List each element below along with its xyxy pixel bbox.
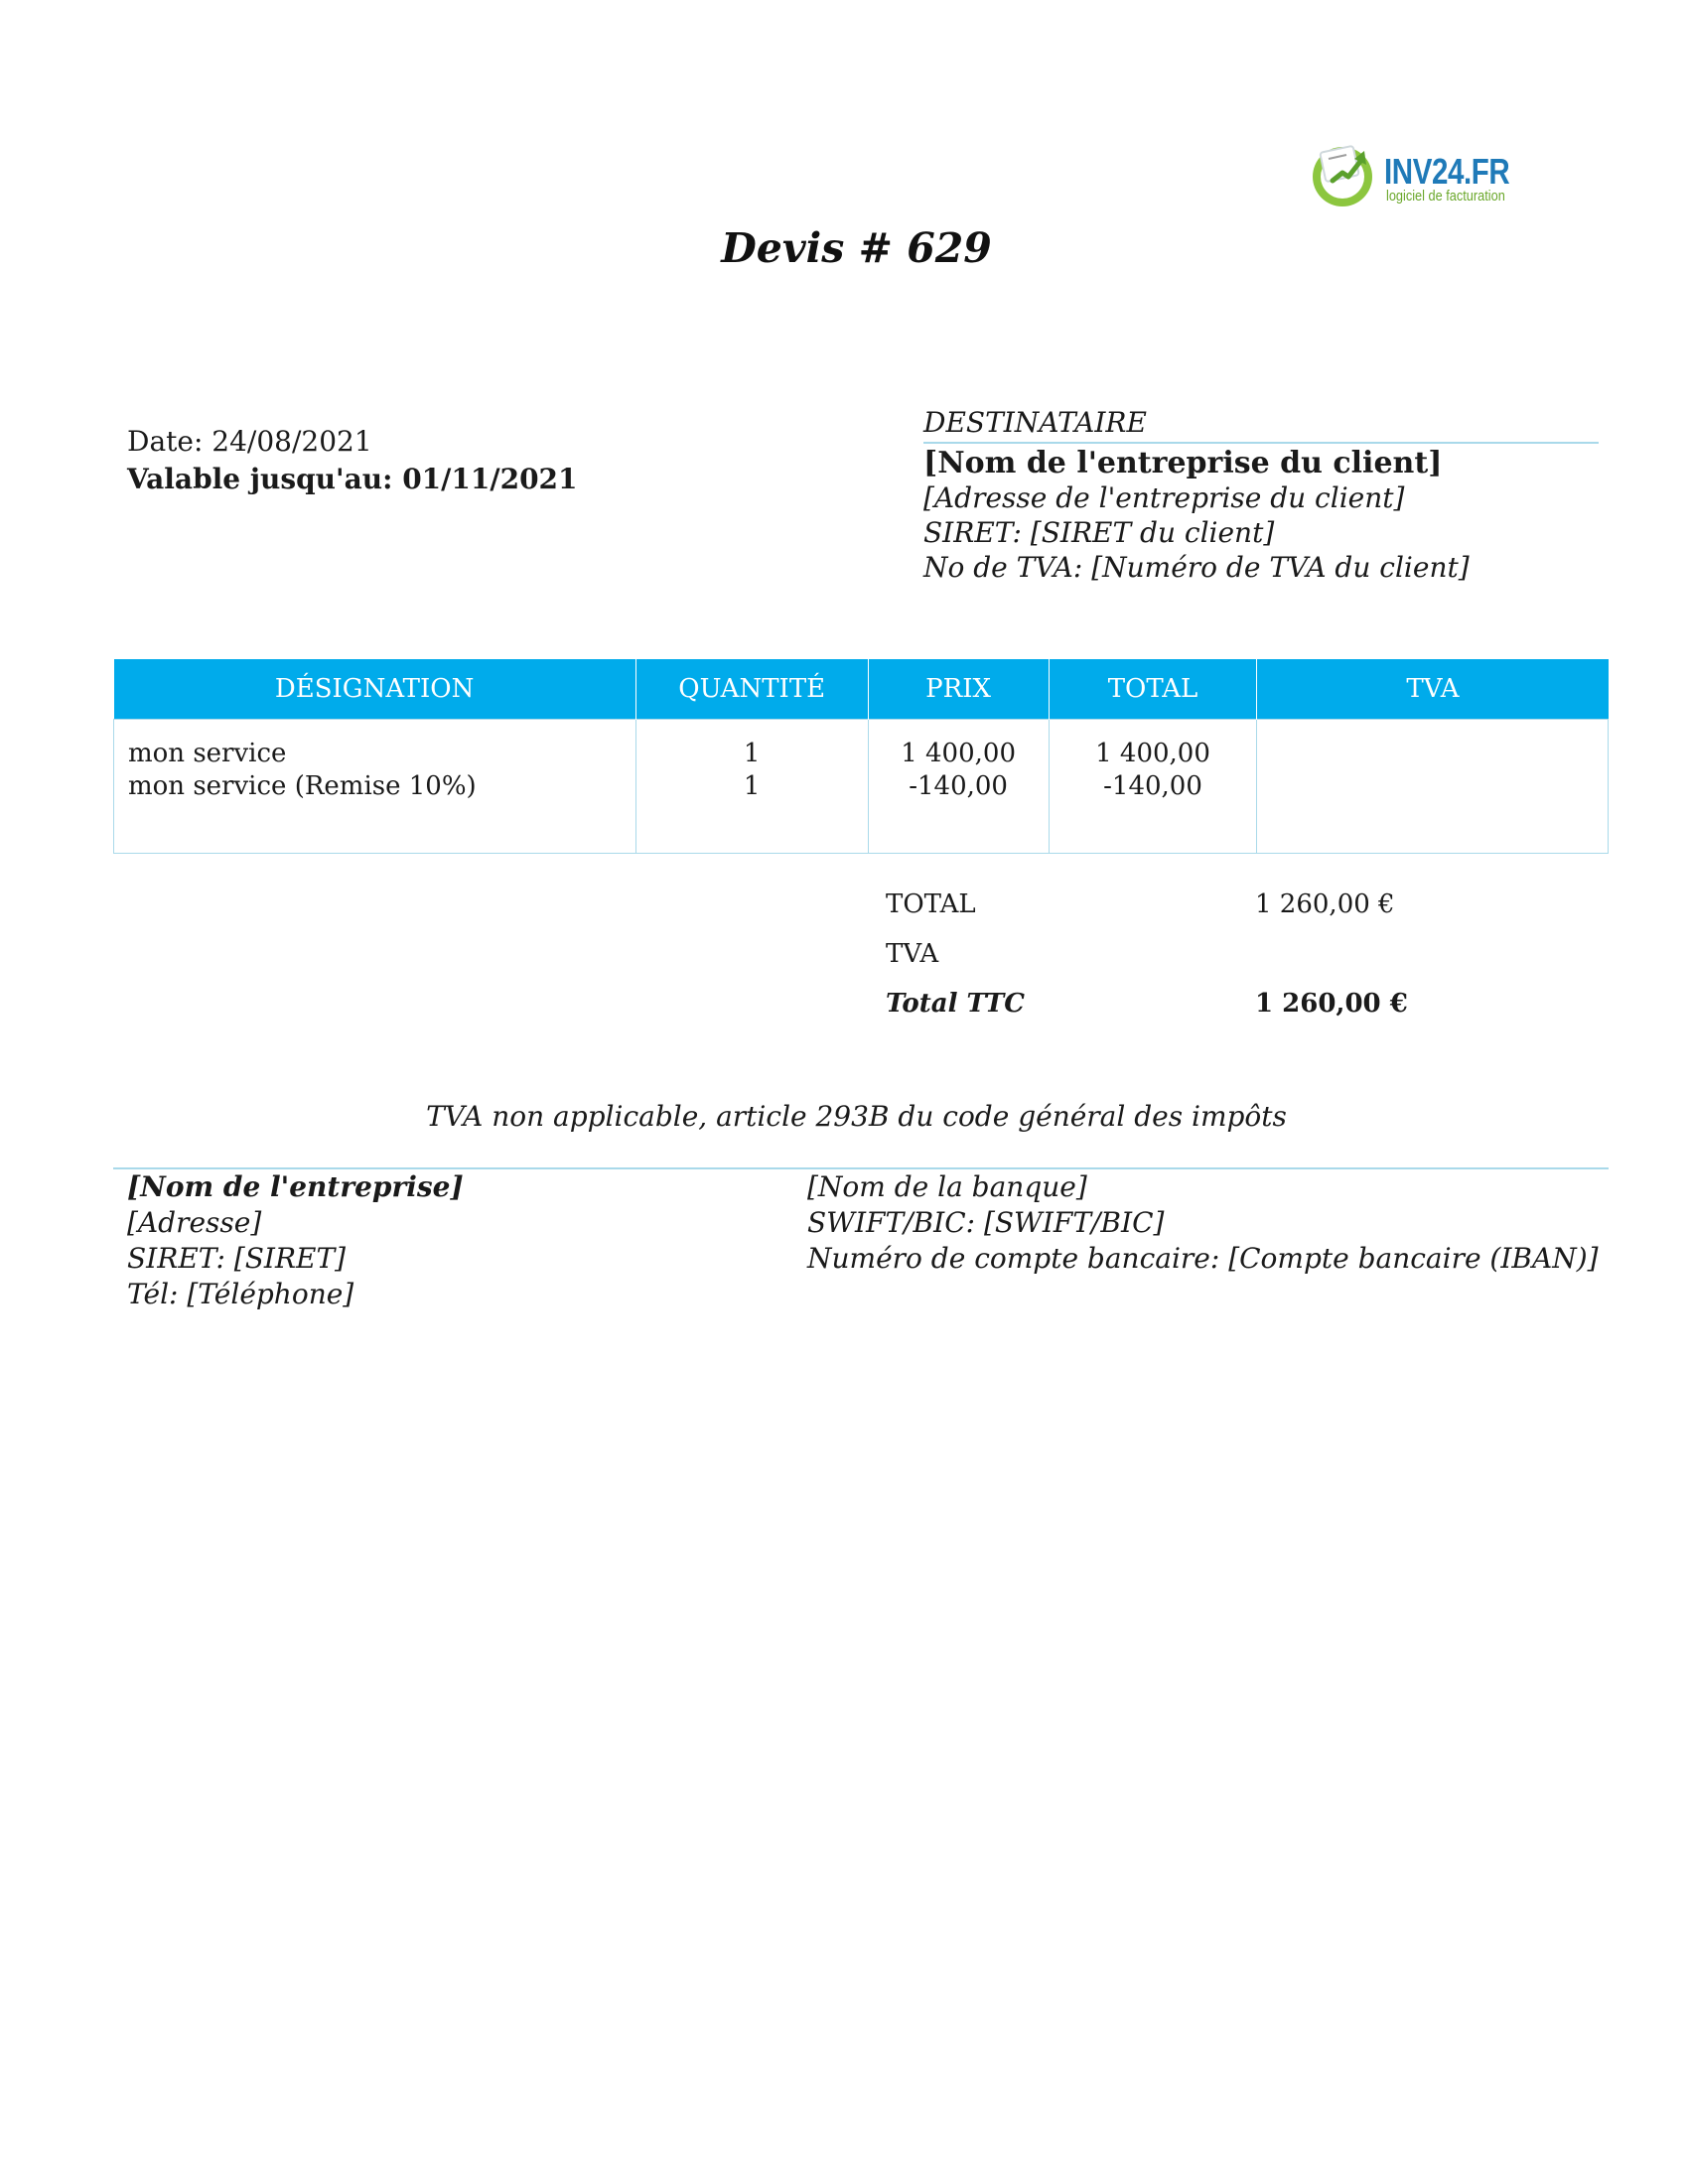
footer-phone: Tél: [Téléphone] xyxy=(127,1278,354,1310)
items-table xyxy=(113,659,1609,854)
logo-brand: INV24.FR xyxy=(1384,151,1510,192)
footer-address: [Adresse] xyxy=(127,1206,262,1239)
total-value: 1 260,00 € xyxy=(1255,889,1395,919)
header-total: TOTAL xyxy=(1049,659,1257,720)
footer-bank: [Nom de la banque] xyxy=(807,1170,1087,1203)
price-cell xyxy=(868,720,1049,854)
recipient-company: [Nom de l'entreprise du client] xyxy=(923,446,1443,480)
quantity-cell xyxy=(635,720,868,854)
vat-note: TVA non applicable, article 293B du code général des impôts xyxy=(426,1100,1287,1133)
row-total: 1 400,00 xyxy=(1095,739,1210,768)
header-tva: TVA xyxy=(1257,659,1609,720)
recipient-heading: DESTINATAIRE xyxy=(923,405,1599,444)
ttc-value: 1 260,00 € xyxy=(1255,989,1408,1019)
row-designation: mon service (Remise 10%) xyxy=(128,771,477,801)
logo-tagline: logiciel de facturation xyxy=(1386,188,1505,205)
recipient-address: [Adresse de l'entreprise du client] xyxy=(923,481,1405,514)
ttc-label: Total TTC xyxy=(886,989,1025,1019)
quote-valid-until: Valable jusqu'au: 01/11/2021 xyxy=(127,463,578,495)
header-price: PRIX xyxy=(868,659,1049,720)
row-price: 1 400,00 xyxy=(901,739,1016,768)
logo xyxy=(1307,137,1510,212)
tva-label: TVA xyxy=(886,939,939,969)
row-designation: mon service xyxy=(128,739,287,768)
ttc-row xyxy=(886,989,1408,1038)
designation-cell xyxy=(114,720,636,854)
footer-account: Numéro de compte bancaire: [Compte bancaire (IBAN)] xyxy=(807,1242,1599,1275)
footer-bank-block xyxy=(807,1169,1599,1277)
row-total: -140,00 xyxy=(1103,771,1202,801)
header-designation: DÉSIGNATION xyxy=(114,659,636,720)
row-quantity: 1 xyxy=(743,739,761,768)
total-label: TOTAL xyxy=(886,889,976,919)
page-title: Devis # 629 xyxy=(721,224,992,272)
footer-siret: SIRET: [SIRET] xyxy=(127,1242,347,1275)
chart-arrow-icon xyxy=(1307,137,1382,212)
recipient-vat: No de TVA: [Numéro de TVA du client] xyxy=(923,551,1470,584)
recipient-block xyxy=(923,405,1599,585)
row-quantity: 1 xyxy=(743,771,761,801)
recipient-siret: SIRET: [SIRET du client] xyxy=(923,516,1275,549)
footer-company: [Nom de l'entreprise] xyxy=(127,1170,464,1203)
footer-swift: SWIFT/BIC: [SWIFT/BIC] xyxy=(807,1206,1165,1239)
row-price: -140,00 xyxy=(909,771,1008,801)
total-row xyxy=(886,889,1402,939)
quote-date: Date: 24/08/2021 xyxy=(127,425,372,458)
tva-cell xyxy=(1257,720,1609,854)
totals-block xyxy=(886,889,1408,1038)
footer-company-block xyxy=(127,1169,464,1312)
total-cell xyxy=(1049,720,1257,854)
tva-row xyxy=(886,939,1402,989)
header-quantity: QUANTITÉ xyxy=(635,659,868,720)
quote-meta xyxy=(127,423,578,498)
table-header-row xyxy=(114,659,1609,720)
table-row xyxy=(114,720,1609,854)
